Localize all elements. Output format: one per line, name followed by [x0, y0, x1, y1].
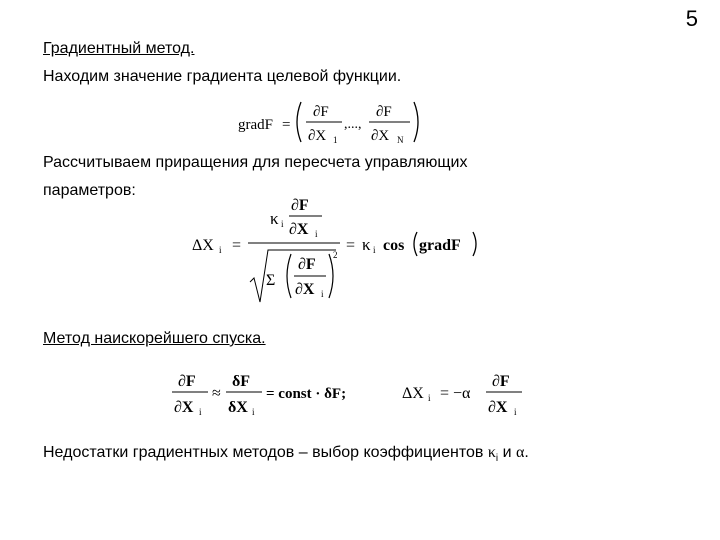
right-paren	[329, 254, 333, 298]
grad-denN: ∂X	[371, 128, 390, 144]
st-rhs: = const · δF;	[266, 386, 347, 402]
grad-num2: ∂F	[376, 104, 392, 120]
text-increments-2: параметров:	[43, 182, 136, 199]
text-gradient-value: Находим значение градиента целевой функции.	[43, 68, 402, 85]
step-rhs-prefix: = −α	[440, 385, 471, 402]
inc-lhs-sub: i	[219, 245, 222, 255]
inc-rhs-kappa-sub: i	[373, 245, 376, 255]
inc-den-df: ∂F	[298, 256, 316, 273]
step-den: ∂X	[488, 399, 508, 416]
kappa-symbol: κ	[487, 444, 496, 461]
grad-den1: ∂X	[308, 128, 327, 144]
drawbacks-text: Недостатки градиентных методов – выбор коэффициентов	[43, 444, 484, 461]
right-paren	[473, 232, 476, 256]
inc-den-dx: ∂X	[295, 281, 315, 298]
inc-rhs-kappa: κ	[362, 235, 371, 254]
formula-step	[400, 366, 530, 422]
inc-rhs-cos: cos	[383, 237, 405, 254]
st-den2: δX	[228, 399, 248, 416]
step-num: ∂F	[492, 373, 510, 390]
end-dot: .	[524, 444, 529, 461]
heading-steepest-descent: Метод наискорейшего спуска.	[43, 330, 266, 347]
inc-lhs: ΔX	[192, 237, 214, 254]
inc-num-dx: ∂X	[289, 221, 309, 238]
st-den1: ∂X	[174, 399, 194, 416]
grad-eq: =	[282, 117, 291, 133]
inc-den-dx-sub: i	[321, 289, 324, 299]
alpha-symbol: α	[515, 444, 525, 461]
formula-steepest	[168, 366, 378, 422]
inc-sum: Σ	[266, 272, 276, 289]
st-num2: δF	[232, 373, 251, 390]
step-lhs: ΔX	[402, 385, 424, 402]
grad-lhs: gradF	[238, 117, 273, 133]
left-paren	[287, 254, 291, 298]
st-den1-sub: i	[199, 407, 202, 417]
inc-power: 2	[333, 250, 338, 260]
text-drawbacks	[43, 444, 529, 464]
right-paren	[414, 102, 418, 142]
inc-rhs-eq: =	[346, 237, 356, 254]
step-lhs-sub: i	[428, 393, 431, 403]
inc-eq: =	[232, 237, 242, 254]
st-den2-sub: i	[252, 407, 255, 417]
left-paren	[414, 232, 417, 256]
grad-num1: ∂F	[313, 104, 329, 120]
grad-denN-sub: N	[397, 135, 404, 145]
formula-gradient	[238, 96, 438, 148]
left-paren	[297, 102, 301, 142]
inc-num-dx-sub: i	[315, 229, 318, 239]
st-approx: ≈	[212, 385, 221, 402]
inc-num-kappa-sub: i	[281, 219, 284, 229]
grad-sep: ,...,	[344, 117, 362, 132]
heading-gradient-method: Градиентный метод.	[43, 40, 195, 57]
kappa-sub: i	[495, 453, 499, 465]
inc-num-kappa: κ	[270, 209, 279, 228]
step-den-sub: i	[514, 407, 517, 417]
and-word: и	[502, 444, 512, 461]
inc-num-df: ∂F	[291, 197, 309, 214]
inc-rhs-grad: gradF	[419, 237, 461, 254]
text-increments-1: Рассчитываем приращения для пересчета управляющих	[43, 154, 468, 171]
grad-den1-sub: 1	[333, 135, 338, 145]
st-num1: ∂F	[178, 373, 196, 390]
formula-increment	[190, 190, 490, 310]
page-number: 5	[685, 6, 698, 31]
